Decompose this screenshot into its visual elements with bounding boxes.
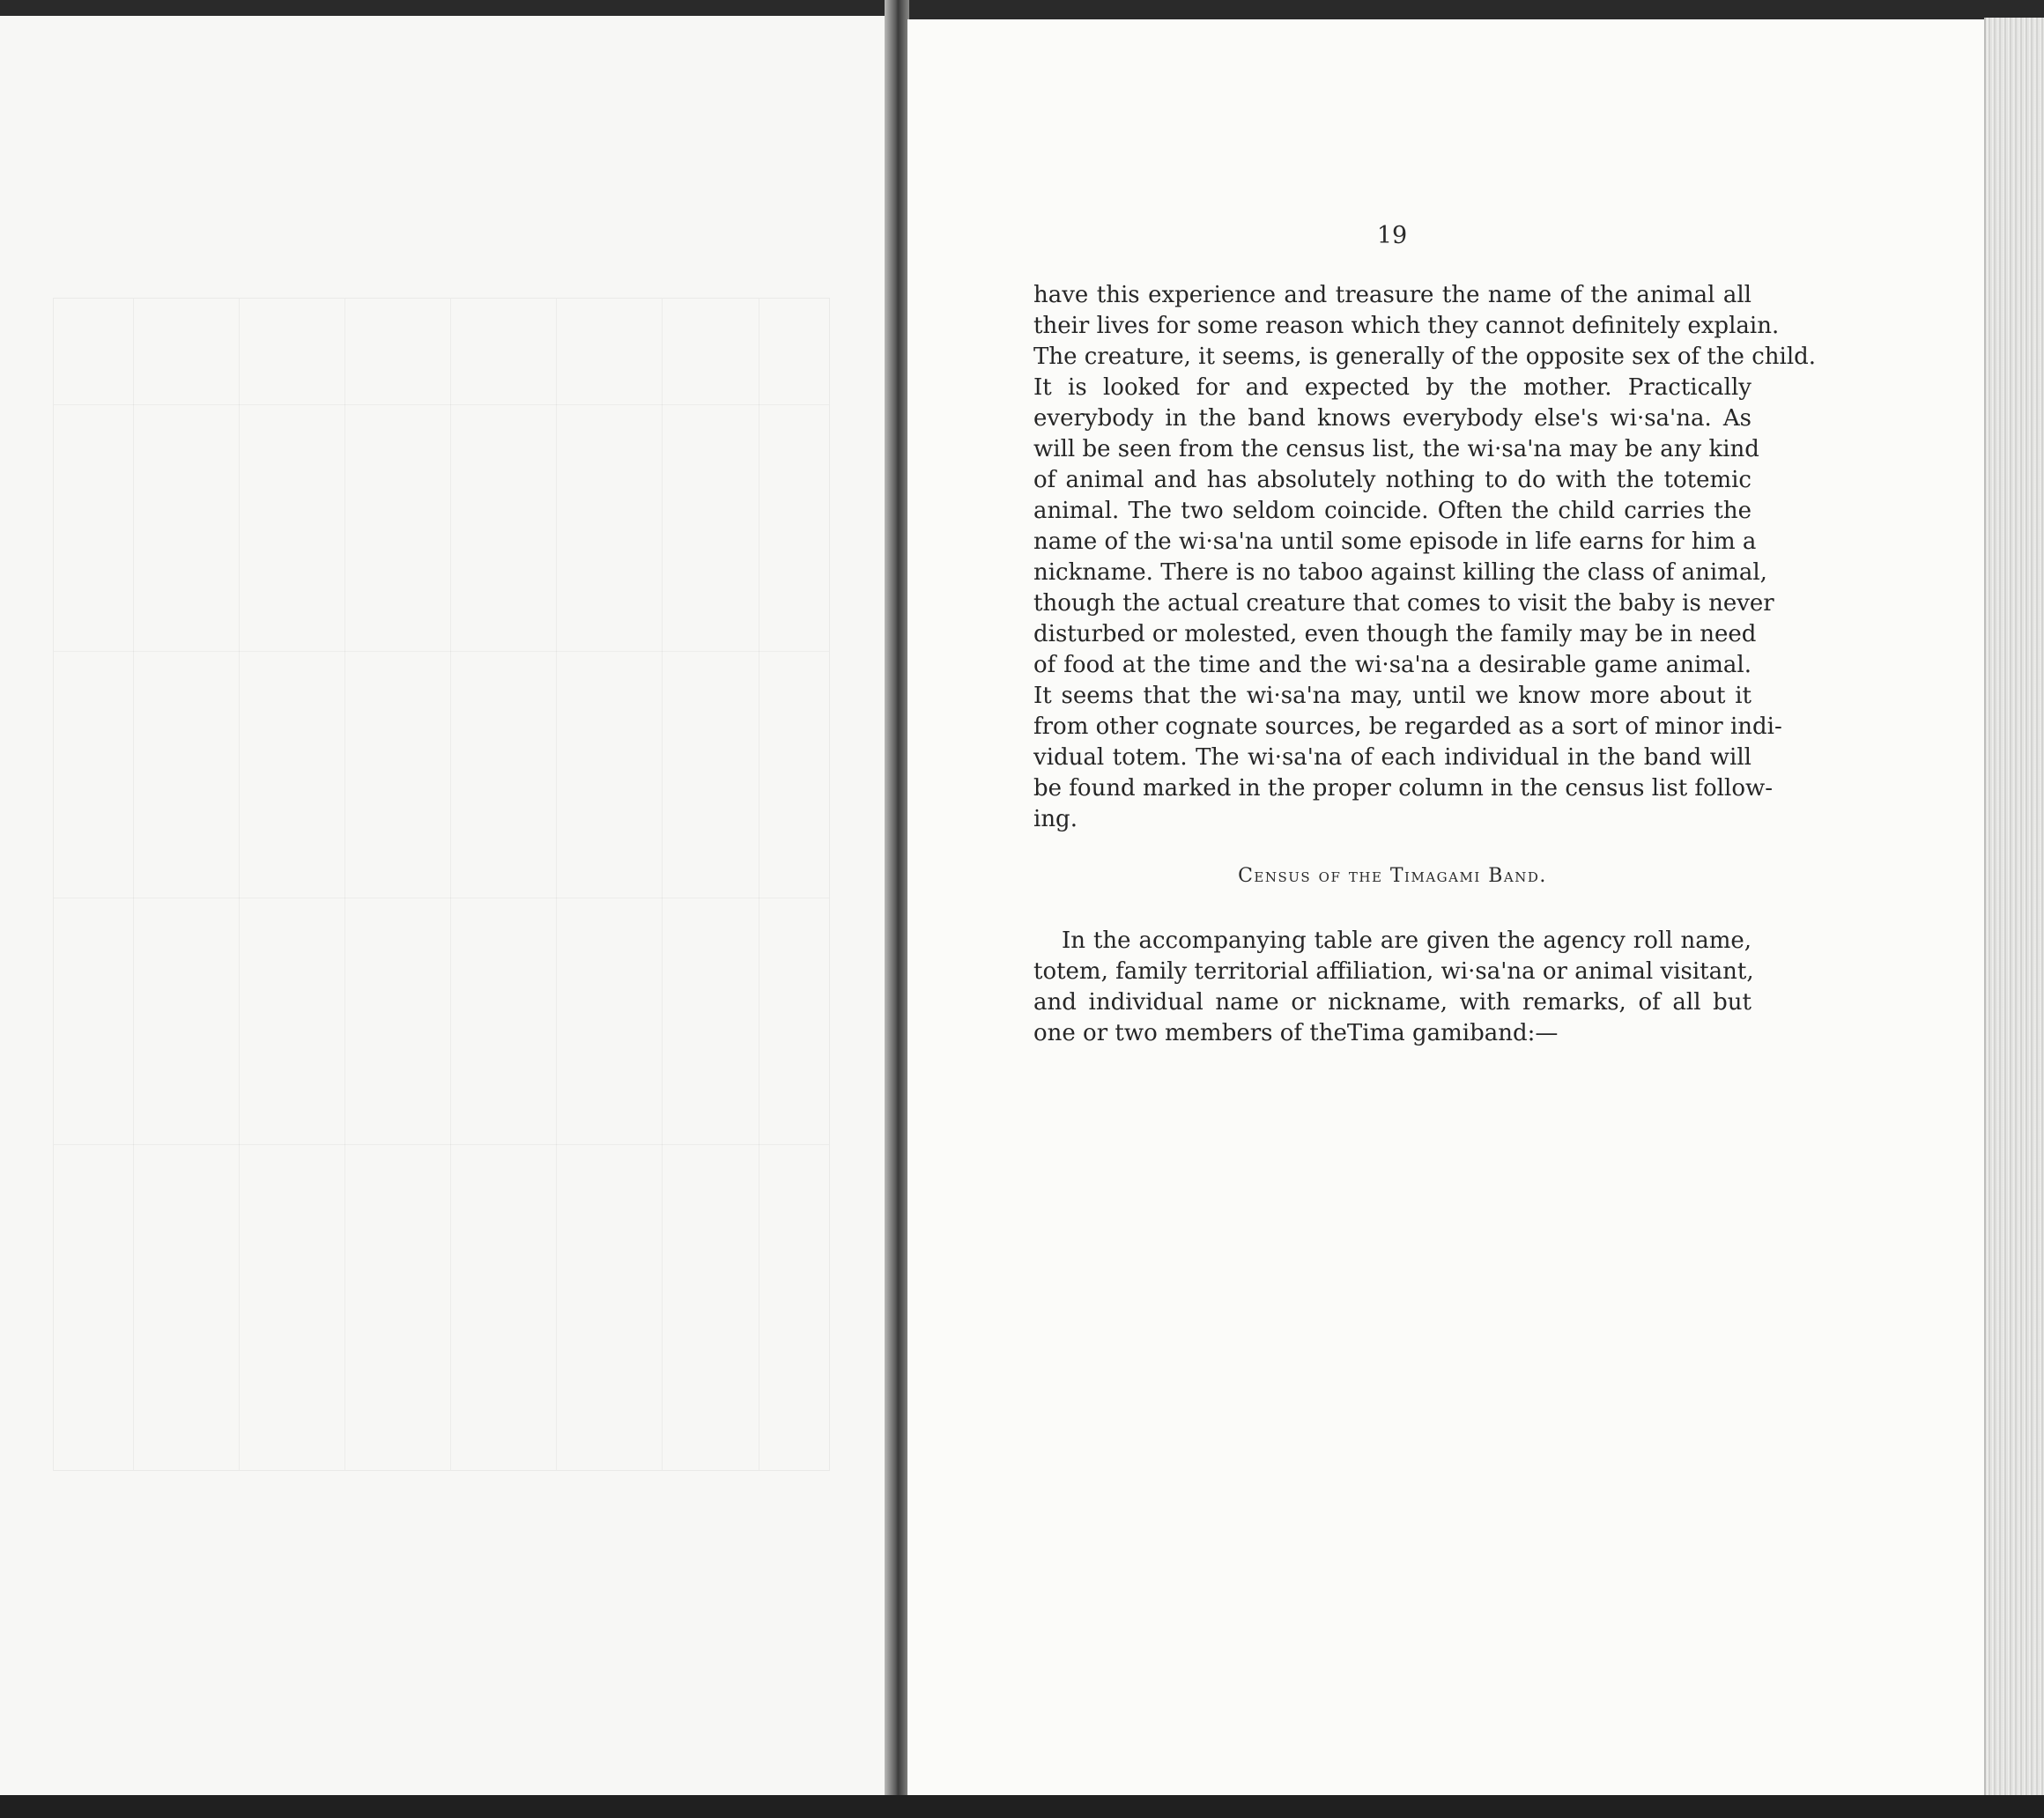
text-line: will be seen from the census list, the wi·sa'na may be any kind (1033, 436, 1759, 462)
text-line: everybody in the band knows everybody else's wi·sa'na. As (1033, 405, 1751, 432)
section-heading: Census of the Timagami Band. (1238, 865, 1547, 887)
text-line: vidual totem. The wi·sa'na of each individual in the band will (1033, 744, 1751, 771)
text-line: of animal and has absolutely nothing to do with the totemic (1033, 467, 1751, 493)
text-line: and individual name or nickname, with remarks, of all but (1033, 989, 1751, 1016)
text-line: In the accompanying table are given the agency roll name, (1062, 927, 1751, 954)
bleed-through-table (53, 298, 830, 1471)
book-gutter (885, 0, 909, 1818)
left-page (0, 16, 892, 1818)
text-line: It seems that the wi·sa'na may, until we know more about it (1033, 683, 1751, 709)
text-line: though the actual creature that comes to visit the baby is never (1033, 590, 1774, 617)
page-number: 19 (1376, 222, 1408, 249)
intro-paragraph (1033, 926, 1754, 1049)
text-line: be found marked in the proper column in the census list follow- (1033, 775, 1774, 802)
text-line: name of the wi·sa'na until some episode in life earns for him a (1033, 528, 1757, 555)
body-paragraph (1033, 280, 1817, 835)
text-line: have this experience and treasure the name of the animal all (1033, 282, 1751, 308)
text-line: disturbed or molested, even though the family may be in need (1033, 621, 1757, 647)
text-line: It is looked for and expected by the mother. Practically (1033, 374, 1751, 401)
text-line: their lives for some reason which they cannot definitely explain. (1033, 313, 1780, 339)
scan-bottom-border (0, 1795, 2044, 1818)
page-edges (1984, 18, 2044, 1818)
text-line: ing. (1033, 806, 1078, 832)
text-line: The creature, it seems, is generally of the opposite sex of the child. (1033, 344, 1817, 370)
text-line: from other cognate sources, be regarded as a sort of minor indi- (1033, 713, 1782, 740)
text-line: nickname. There is no taboo against killing the class of animal, (1033, 559, 1767, 586)
text-line: animal. The two seldom coincide. Often the child carries the (1033, 498, 1751, 524)
text-line: one or two members of theTima gamiband:— (1033, 1020, 1559, 1046)
text-line: totem, family territorial affiliation, wi·sa'na or animal visitant, (1033, 958, 1754, 985)
text-line: of food at the time and the wi·sa'na a desirable game animal. (1033, 652, 1751, 678)
